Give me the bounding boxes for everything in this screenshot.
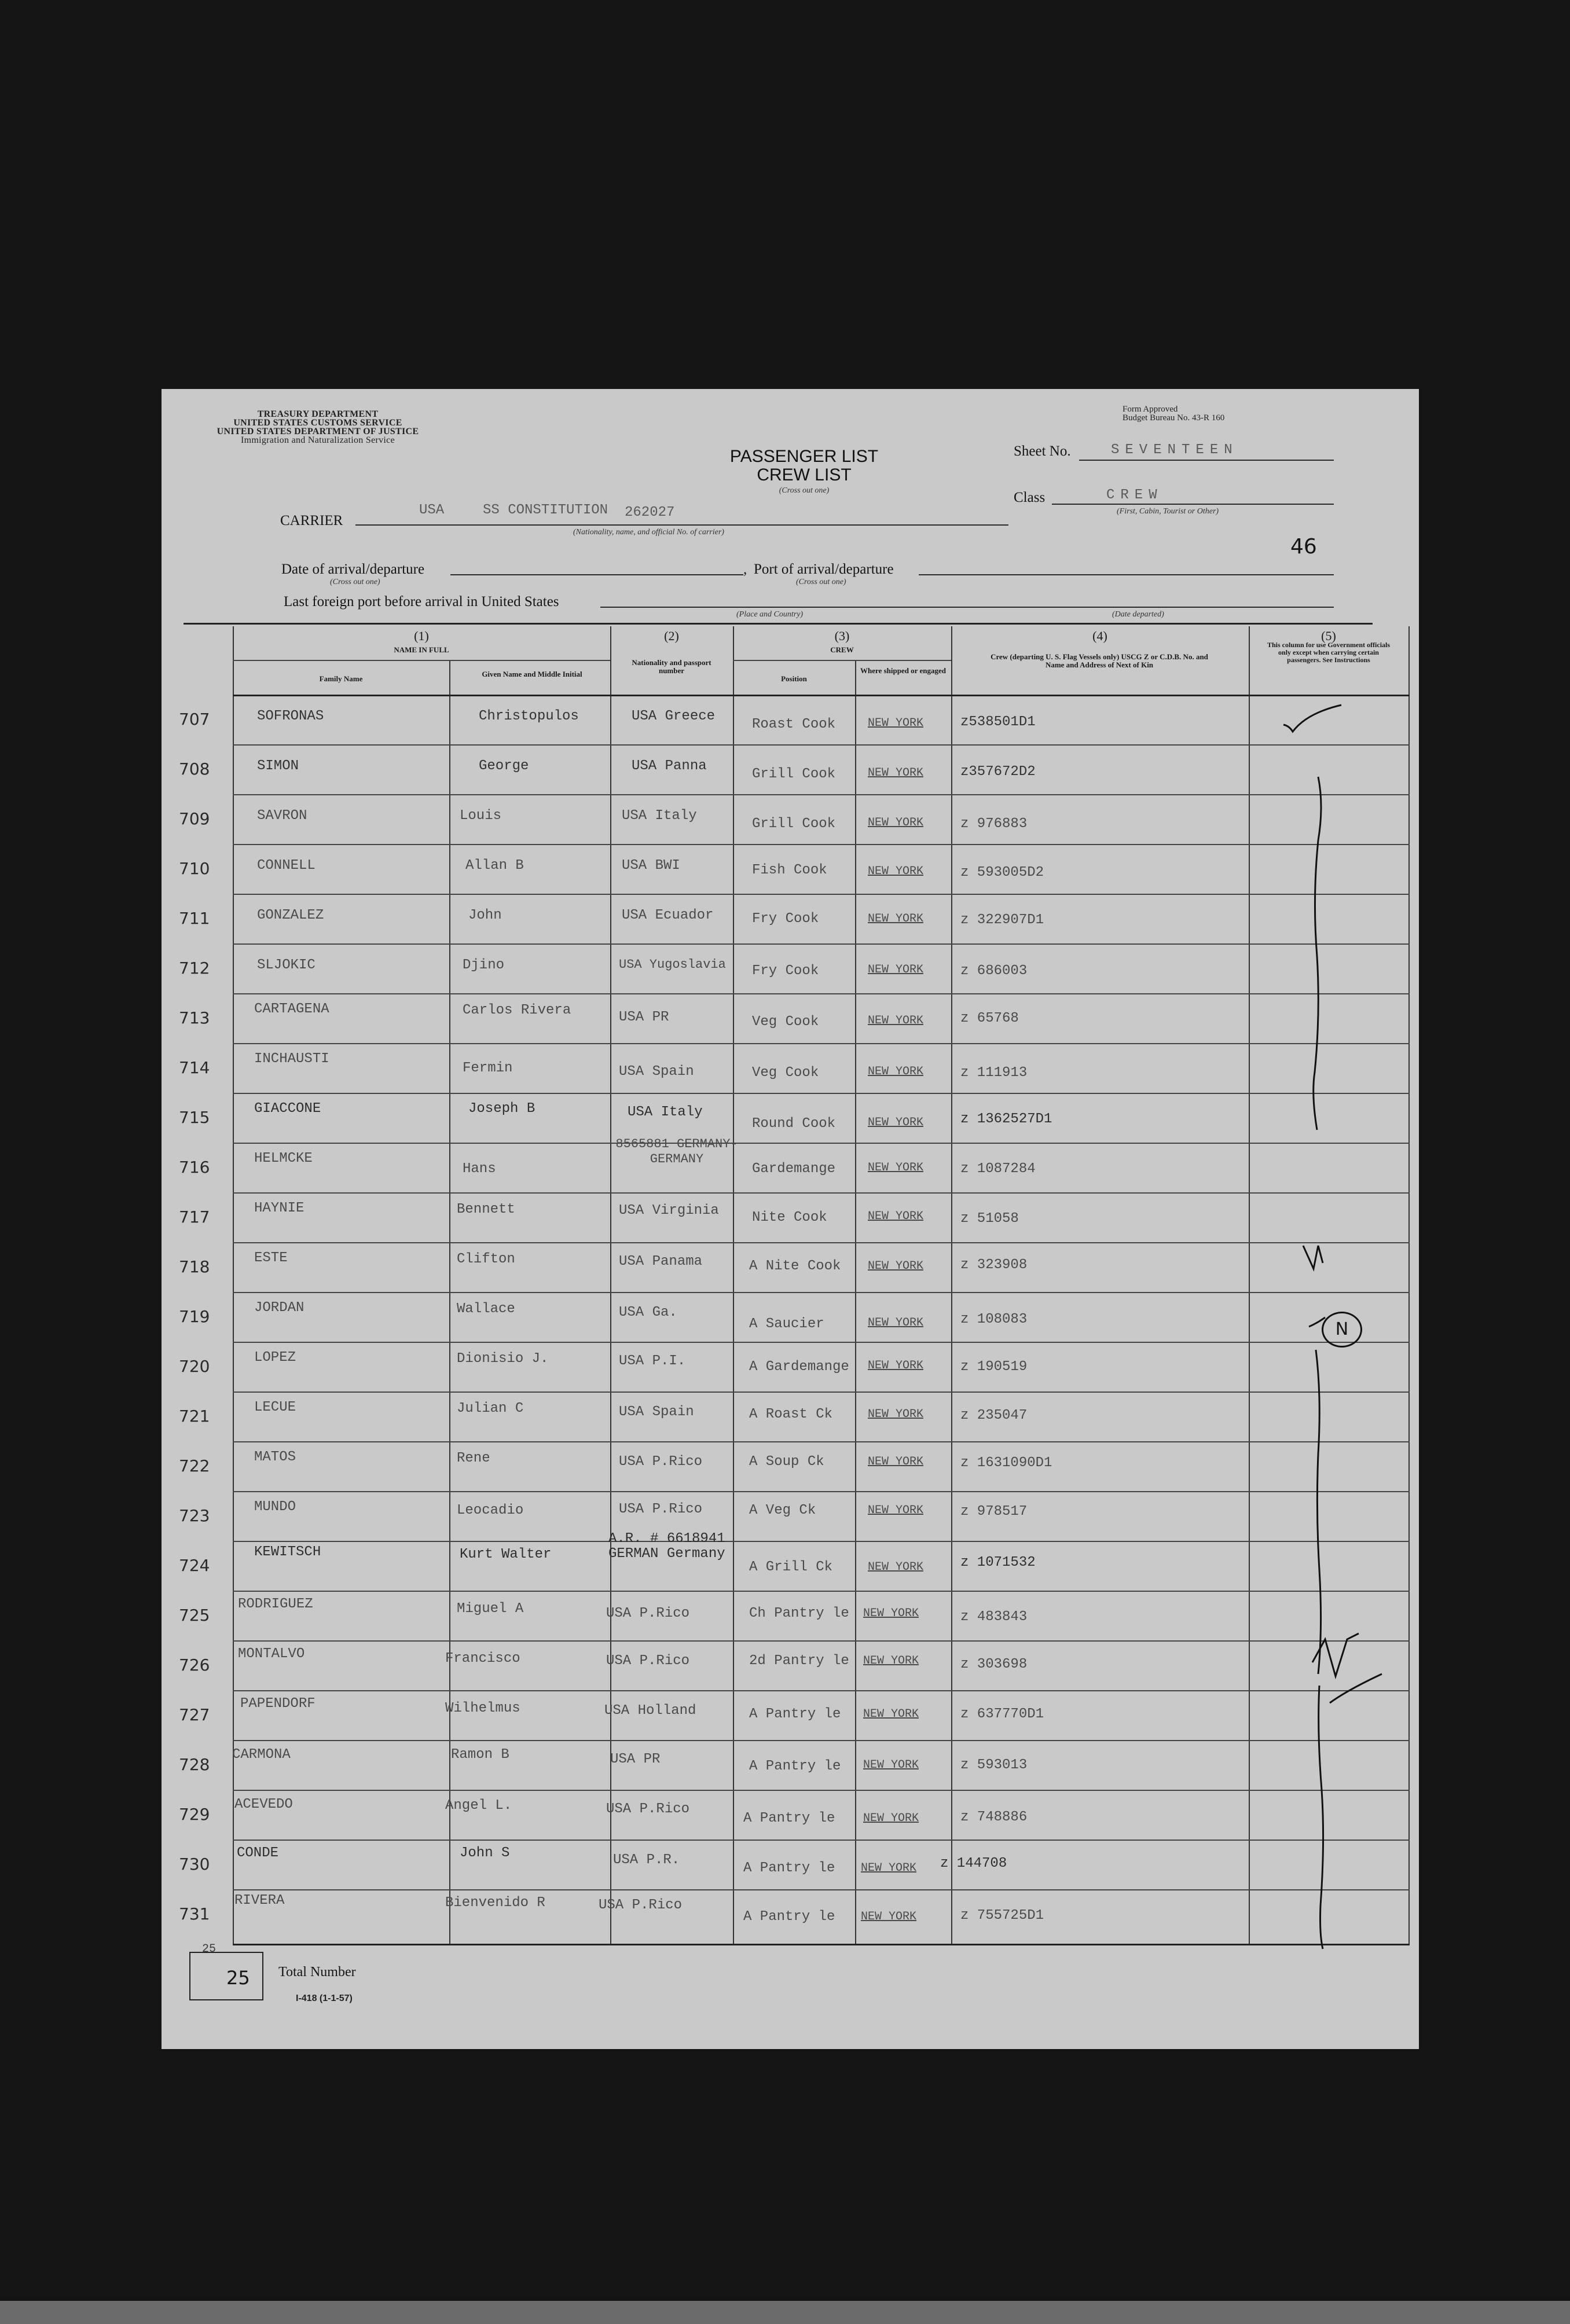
scan-background-edge — [0, 2301, 1570, 2324]
given-name: Miguel A — [457, 1601, 524, 1617]
where-shipped: NEW YORK — [863, 1708, 919, 1721]
table-bottom-border — [233, 1944, 1410, 1945]
table-row — [162, 1242, 1419, 1292]
row-number: 719 — [179, 1307, 210, 1326]
row-number: 726 — [179, 1655, 210, 1675]
col5-number: (5) — [1321, 629, 1336, 643]
last-port-label: Last foreign port before arrival in United States — [284, 594, 559, 610]
department-block — [162, 410, 474, 445]
position: A Roast Ck — [749, 1407, 833, 1422]
crew-number: z 593013 — [960, 1757, 1028, 1773]
position: A Nite Cook — [749, 1258, 841, 1274]
nationality: USA Greece — [632, 708, 716, 724]
title-passenger-list: PASSENGER LIST — [729, 447, 879, 466]
where-shipped: NEW YORK — [868, 1065, 924, 1078]
position: Fry Cook — [752, 963, 819, 979]
position: 2d Pantry le — [749, 1653, 849, 1669]
subheader-line-crew — [733, 660, 951, 661]
department-line: UNITED STATES CUSTOMS SERVICE — [233, 418, 402, 428]
crew-number: z 686003 — [960, 963, 1028, 979]
given-name: Wallace — [457, 1301, 515, 1317]
where-shipped: NEW YORK — [868, 1504, 924, 1517]
where-shipped: NEW YORK — [861, 1862, 917, 1875]
position: Veg Cook — [752, 1014, 819, 1030]
family-name: SIMON — [257, 758, 299, 774]
position-header: Position — [781, 674, 807, 683]
table-row — [162, 1889, 1419, 1939]
date-label: Date of arrival/departure — [281, 561, 425, 577]
family-name: RIVERA — [234, 1893, 285, 1908]
given-name: Wilhelmus — [445, 1701, 520, 1716]
family-name: ESTE — [254, 1250, 288, 1266]
col1-title: NAME IN FULL — [394, 645, 449, 654]
family-name: ACEVEDO — [234, 1797, 293, 1812]
where-shipped: NEW YORK — [868, 1210, 924, 1223]
given-name: John — [468, 908, 502, 923]
where-shipped: NEW YORK — [863, 1758, 919, 1772]
col5-title: This column for use Government officials only except when carrying certain passengers. See Instructions — [1267, 641, 1391, 664]
given-name: Bennett — [457, 1202, 515, 1217]
crew-list-form — [162, 389, 1419, 2049]
given-name: Fermin — [463, 1060, 513, 1076]
nationality: USA Ecuador — [622, 908, 714, 923]
row-number: 722 — [179, 1456, 210, 1475]
place-note: (Place and Country) — [736, 610, 804, 619]
title-crew-list: CREW LIST — [757, 465, 852, 484]
position: A Veg Ck — [749, 1503, 816, 1518]
where-shipped: NEW YORK — [868, 816, 924, 829]
carrier-label: CARRIER — [280, 513, 343, 528]
carrier-nationality: USA — [419, 502, 445, 518]
form-approved-text: Form Approved — [1123, 405, 1178, 414]
family-name: CARMONA — [232, 1747, 291, 1763]
table-row — [162, 1491, 1419, 1541]
given-name: Joseph B — [468, 1101, 535, 1117]
page-number-handwritten: 46 — [1290, 535, 1317, 559]
row-number: 725 — [179, 1606, 210, 1625]
row-number: 728 — [179, 1755, 210, 1774]
nationality: USA Virginia — [619, 1203, 719, 1218]
row-number: 711 — [179, 909, 210, 928]
crew-number: z357672D2 — [960, 764, 1036, 780]
row-number: 724 — [179, 1556, 210, 1575]
table-row — [162, 1790, 1419, 1840]
crew-number: z 978517 — [960, 1504, 1028, 1519]
given-name: Carlos Rivera — [463, 1003, 571, 1018]
crew-number: z 748886 — [960, 1809, 1028, 1825]
row-number: 718 — [179, 1257, 210, 1276]
family-name: HAYNIE — [254, 1200, 305, 1216]
position: A Pantry le — [743, 1811, 835, 1826]
col3-number: (3) — [834, 629, 850, 643]
crew-number: z 322907D1 — [960, 912, 1044, 928]
row-number: 721 — [179, 1407, 210, 1426]
family-name-header: Family Name — [319, 674, 363, 683]
given-name-header: Given Name and Middle Initial — [482, 670, 582, 678]
col1-number: (1) — [414, 629, 429, 643]
class-value: CREW — [1106, 487, 1163, 503]
crew-number: z 51058 — [960, 1211, 1019, 1227]
nationality: USA P.Rico — [606, 1801, 690, 1817]
family-name: MATOS — [254, 1449, 296, 1465]
crew-number: z 483843 — [960, 1609, 1028, 1625]
given-name: Francisco — [445, 1651, 520, 1666]
position: A Soup Ck — [749, 1454, 824, 1470]
given-name: Louis — [460, 808, 502, 824]
where-shipped: NEW YORK — [868, 1116, 924, 1129]
table-row — [162, 744, 1419, 794]
table-row — [162, 1690, 1419, 1740]
crew-number: z 303698 — [960, 1657, 1028, 1672]
nationality: USA PR — [619, 1009, 669, 1025]
row-number: 707 — [179, 710, 210, 729]
form-number: I-418 (1-1-57) — [296, 1993, 353, 2003]
total-number-label: Total Number — [278, 1965, 356, 1980]
form-approved-block — [1123, 405, 1224, 423]
where-shipped: NEW YORK — [868, 963, 924, 976]
crew-number: z 1631090D1 — [960, 1455, 1052, 1471]
where-shipped: NEW YORK — [868, 1260, 924, 1273]
where-shipped: NEW YORK — [868, 1316, 924, 1330]
family-name: PAPENDORF — [240, 1696, 316, 1712]
table-row — [162, 1591, 1419, 1640]
department-line: UNITED STATES DEPARTMENT OF JUSTICE — [217, 427, 419, 436]
col3-title: CREW — [830, 645, 854, 654]
family-name: KEWITSCH — [254, 1544, 321, 1560]
where-shipped: NEW YORK — [868, 766, 924, 780]
col4-title: Crew (departing U. S. Flag Vessels only) USCG Z or C.D.B. No. and Name and Address of Next of Kin — [991, 652, 1208, 669]
crew-number: z 323908 — [960, 1257, 1028, 1273]
nationality: USA Italy — [622, 808, 697, 824]
nationality: USA P.Rico — [599, 1897, 683, 1913]
family-name: LECUE — [254, 1400, 296, 1415]
port-underline — [919, 574, 1334, 575]
table-row — [162, 1093, 1419, 1143]
row-number: 716 — [179, 1158, 210, 1177]
nationality: USA P.R. — [613, 1852, 680, 1868]
position: Grill Cook — [752, 766, 836, 782]
family-name: LOPEZ — [254, 1350, 296, 1365]
carrier-number: 262027 — [625, 505, 675, 520]
budget-bureau-text: Budget Bureau No. 43-R 160 — [1123, 413, 1225, 423]
nationality: USA Panama — [619, 1254, 703, 1269]
date-departed-note: (Date departed) — [1112, 610, 1164, 619]
crew-number: z 1362527D1 — [960, 1111, 1052, 1127]
given-name: Leocadio — [457, 1503, 524, 1518]
table-row — [162, 1392, 1419, 1441]
port-note: (Cross out one) — [796, 578, 846, 586]
crew-number: z 108083 — [960, 1312, 1028, 1327]
row-number: 709 — [179, 809, 210, 828]
family-name: GIACCONE — [254, 1101, 321, 1117]
row-number: 717 — [179, 1207, 210, 1227]
nationality: USA PR — [610, 1752, 661, 1767]
crew-number: z 976883 — [960, 816, 1028, 832]
crew-number: z 637770D1 — [960, 1706, 1044, 1722]
crew-number: z 65768 — [960, 1011, 1019, 1026]
nationality: USA Ga. — [619, 1305, 677, 1320]
nationality: USA Panna — [632, 758, 707, 774]
class-underline — [1052, 504, 1334, 505]
nationality: USA P.Rico — [619, 1501, 703, 1517]
table-row — [162, 1292, 1419, 1342]
carrier-name: SS CONSTITUTION — [483, 502, 608, 518]
total-handwritten: 25 — [226, 1967, 250, 1989]
row-number: 710 — [179, 859, 210, 878]
crew-number: z 1087284 — [960, 1161, 1036, 1177]
row-number: 731 — [179, 1904, 210, 1923]
table-row — [162, 943, 1419, 993]
family-name: SOFRONAS — [257, 708, 324, 724]
position: Veg Cook — [752, 1065, 819, 1081]
port-comma: , — [743, 561, 747, 577]
table-row — [162, 1342, 1419, 1392]
given-name: Rene — [457, 1451, 490, 1466]
crew-number: z 755725D1 — [960, 1908, 1044, 1923]
row-number: 727 — [179, 1705, 210, 1724]
where-shipped-header: Where shipped or engaged — [860, 666, 946, 675]
table-row — [162, 1840, 1419, 1889]
position: A Pantry le — [743, 1909, 835, 1925]
given-name: Ramon B — [451, 1747, 509, 1763]
nationality: USA Yugoslavia — [619, 957, 726, 972]
family-name: MUNDO — [254, 1499, 296, 1515]
given-name: Dionisio J. — [457, 1351, 549, 1367]
family-name: CONNELL — [257, 858, 316, 873]
given-name: Angel L. — [445, 1798, 512, 1813]
where-shipped: NEW YORK — [868, 865, 924, 878]
sheet-no-value: SEVENTEEN — [1111, 442, 1238, 458]
carrier-note: (Nationality, name, and official No. of carrier) — [573, 528, 724, 537]
nationality: USA P.Rico — [606, 1653, 690, 1669]
col2-number: (2) — [664, 629, 679, 643]
position: Round Cook — [752, 1116, 836, 1132]
where-shipped: NEW YORK — [868, 912, 924, 926]
given-name: Bienvenido R — [445, 1895, 545, 1911]
where-shipped: NEW YORK — [868, 1161, 924, 1174]
where-shipped: NEW YORK — [868, 1408, 924, 1421]
table-row — [162, 1740, 1419, 1790]
position: Ch Pantry le — [749, 1606, 849, 1621]
nationality: USA P.I. — [619, 1353, 686, 1369]
row-number: 712 — [179, 959, 210, 978]
given-name: Kurt Walter — [460, 1547, 552, 1562]
position: Fish Cook — [752, 862, 827, 878]
position: A Pantry le — [743, 1860, 835, 1876]
row-number: 723 — [179, 1506, 210, 1525]
subheader-line-name — [233, 660, 610, 661]
row-number: 714 — [179, 1058, 210, 1077]
nationality: USA Spain — [619, 1064, 694, 1080]
table-row — [162, 1531, 1419, 1591]
where-shipped: NEW YORK — [868, 1359, 924, 1372]
given-name: Clifton — [457, 1251, 515, 1267]
family-name: HELMCKE — [254, 1151, 313, 1166]
crew-number: z 144708 — [940, 1856, 1007, 1871]
family-name: JORDAN — [254, 1300, 305, 1316]
where-shipped: NEW YORK — [863, 1607, 919, 1620]
table-row — [162, 1192, 1419, 1242]
table-row — [162, 1640, 1419, 1690]
col4-number: (4) — [1092, 629, 1107, 643]
family-name: CARTAGENA — [254, 1001, 329, 1017]
nationality: USA Spain — [619, 1404, 694, 1420]
row-number: 708 — [179, 759, 210, 779]
row-number: 720 — [179, 1357, 210, 1376]
nationality: USA BWI — [622, 858, 680, 873]
position: A Gardemange — [749, 1359, 849, 1375]
crew-number: z 190519 — [960, 1359, 1028, 1375]
family-name: CONDE — [237, 1845, 279, 1861]
table-row — [162, 1043, 1419, 1093]
table-row — [162, 695, 1419, 744]
position: Gardemange — [752, 1161, 836, 1177]
sheet-no-label: Sheet No. — [1014, 443, 1071, 459]
nationality: 8565881 GERMANY-GERMANY — [615, 1137, 738, 1166]
nationality: A.R. # 6618941 GERMAN Germany — [608, 1531, 725, 1562]
table-row — [162, 1137, 1419, 1192]
given-name: Allan B — [465, 858, 524, 873]
table-row — [162, 993, 1419, 1043]
where-shipped: NEW YORK — [863, 1654, 919, 1668]
given-name: Hans — [463, 1161, 496, 1177]
position: A Grill Ck — [749, 1559, 833, 1575]
position: Grill Cook — [752, 816, 836, 832]
family-name: SAVRON — [257, 808, 307, 824]
table-row — [162, 794, 1419, 844]
port-label: Port of arrival/departure — [754, 561, 894, 577]
crew-number: z 1071532 — [960, 1555, 1036, 1570]
given-name: George — [479, 758, 529, 774]
sheet-no-underline — [1079, 460, 1334, 461]
class-label: Class — [1014, 490, 1046, 505]
department-line: Immigration and Naturalization Service — [241, 435, 395, 445]
crew-number: z 593005D2 — [960, 865, 1044, 880]
family-name: RODRIGUEZ — [238, 1596, 313, 1612]
department-line: TREASURY DEPARTMENT — [257, 409, 379, 419]
circled-annotation: N — [1322, 1312, 1362, 1348]
position: Fry Cook — [752, 911, 819, 927]
table-row — [162, 844, 1419, 894]
date-departed-underline — [979, 607, 1334, 608]
position: A Pantry le — [749, 1706, 841, 1722]
date-underline — [450, 574, 743, 575]
title-crossout-note: (Cross out one) — [779, 486, 830, 495]
where-shipped: NEW YORK — [868, 717, 924, 730]
header-divider — [184, 623, 1373, 625]
family-name: GONZALEZ — [257, 908, 324, 923]
position: A Pantry le — [749, 1758, 841, 1774]
family-name: SLJOKIC — [257, 957, 316, 973]
position: Roast Cook — [752, 717, 836, 732]
table-row — [162, 894, 1419, 943]
given-name: Djino — [463, 957, 505, 973]
crew-number: z 111913 — [960, 1065, 1028, 1081]
where-shipped: NEW YORK — [868, 1561, 924, 1574]
where-shipped: NEW YORK — [868, 1014, 924, 1027]
row-number: 730 — [179, 1855, 210, 1874]
nationality: USA P.Rico — [606, 1606, 690, 1621]
family-name: INCHAUSTI — [254, 1051, 329, 1067]
date-note: (Cross out one) — [330, 578, 380, 586]
where-shipped: NEW YORK — [868, 1455, 924, 1468]
crew-number: z 235047 — [960, 1408, 1028, 1423]
table-row — [162, 1441, 1419, 1491]
family-name: MONTALVO — [238, 1646, 305, 1662]
carrier-underline — [355, 524, 1008, 526]
position: Nite Cook — [752, 1210, 827, 1225]
class-note: (First, Cabin, Tourist or Other) — [1117, 507, 1219, 516]
given-name: Julian C — [457, 1401, 524, 1416]
row-number: 729 — [179, 1805, 210, 1824]
where-shipped: NEW YORK — [863, 1812, 919, 1825]
given-name: Christopulos — [479, 708, 579, 724]
nationality: USA P.Rico — [619, 1454, 703, 1470]
nationality: USA Holland — [604, 1703, 696, 1719]
nationality: USA Italy — [628, 1104, 703, 1120]
total-typed: 25 — [202, 1943, 217, 1956]
col2-title: Nationality and passport number — [632, 658, 711, 675]
row-number: 715 — [179, 1108, 210, 1127]
crew-number: z538501D1 — [960, 714, 1036, 730]
where-shipped: NEW YORK — [861, 1910, 917, 1923]
row-number: 713 — [179, 1008, 210, 1027]
position: A Saucier — [749, 1316, 824, 1332]
given-name: John S — [460, 1845, 510, 1861]
